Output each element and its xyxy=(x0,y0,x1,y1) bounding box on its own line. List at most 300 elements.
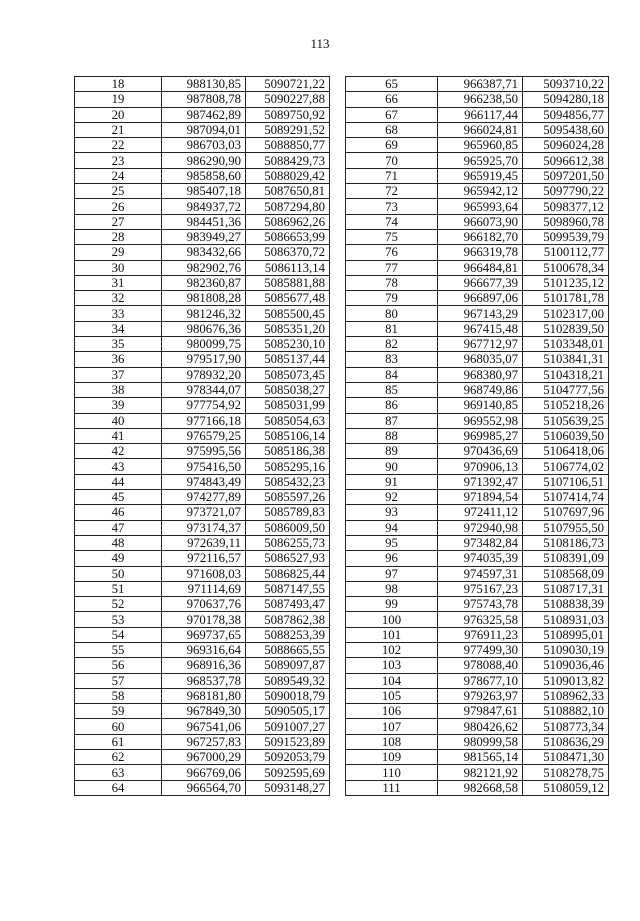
y-coordinate-cell: 5108717,31 xyxy=(523,581,609,596)
y-coordinate-cell: 5101235,12 xyxy=(523,275,609,290)
table-row xyxy=(75,291,330,306)
x-coordinate-cell: 982121,92 xyxy=(438,765,523,780)
x-coordinate-cell: 985407,18 xyxy=(162,184,246,199)
table-row xyxy=(346,168,609,183)
x-coordinate-cell: 966117,44 xyxy=(438,107,523,122)
y-coordinate-cell: 5087294,80 xyxy=(246,199,330,214)
y-coordinate-cell: 5108838,39 xyxy=(523,597,609,612)
table-row xyxy=(346,551,609,566)
x-coordinate-cell: 966238,50 xyxy=(438,92,523,107)
y-coordinate-cell: 5106774,02 xyxy=(523,459,609,474)
point-number-cell: 36 xyxy=(75,352,162,367)
table-row xyxy=(75,765,330,780)
table-row xyxy=(75,673,330,688)
x-coordinate-cell: 967000,29 xyxy=(162,750,246,765)
table-row xyxy=(75,413,330,428)
y-coordinate-cell: 5095438,60 xyxy=(523,122,609,137)
y-coordinate-cell: 5085073,45 xyxy=(246,367,330,382)
x-coordinate-cell: 974843,49 xyxy=(162,474,246,489)
x-coordinate-cell: 975995,56 xyxy=(162,444,246,459)
y-coordinate-cell: 5108773,34 xyxy=(523,719,609,734)
table-row xyxy=(75,444,330,459)
table-row xyxy=(75,612,330,627)
y-coordinate-cell: 5085597,26 xyxy=(246,490,330,505)
point-number-cell: 41 xyxy=(75,428,162,443)
y-coordinate-cell: 5096024,28 xyxy=(523,138,609,153)
x-coordinate-cell: 982902,76 xyxy=(162,260,246,275)
x-coordinate-cell: 968035,07 xyxy=(438,352,523,367)
table-row xyxy=(346,627,609,642)
y-coordinate-cell: 5086370,72 xyxy=(246,245,330,260)
y-coordinate-cell: 5108882,10 xyxy=(523,704,609,719)
y-coordinate-cell: 5088029,42 xyxy=(246,168,330,183)
point-number-cell: 52 xyxy=(75,597,162,612)
point-number-cell: 48 xyxy=(75,535,162,550)
point-number-cell: 63 xyxy=(75,765,162,780)
y-coordinate-cell: 5109013,82 xyxy=(523,673,609,688)
table-row xyxy=(75,122,330,137)
point-number-cell: 39 xyxy=(75,398,162,413)
x-coordinate-cell: 980676,36 xyxy=(162,321,246,336)
table-row xyxy=(346,367,609,382)
point-number-cell: 85 xyxy=(346,382,438,397)
point-number-cell: 46 xyxy=(75,505,162,520)
x-coordinate-cell: 970637,76 xyxy=(162,597,246,612)
table-row xyxy=(75,474,330,489)
point-number-cell: 59 xyxy=(75,704,162,719)
x-coordinate-cell: 972940,98 xyxy=(438,520,523,535)
point-number-cell: 76 xyxy=(346,245,438,260)
point-number-cell: 55 xyxy=(75,642,162,657)
y-coordinate-cell: 5089549,32 xyxy=(246,673,330,688)
x-coordinate-cell: 966387,71 xyxy=(438,77,523,92)
point-number-cell: 27 xyxy=(75,214,162,229)
point-number-cell: 97 xyxy=(346,566,438,581)
table-row xyxy=(75,107,330,122)
x-coordinate-cell: 980099,75 xyxy=(162,337,246,352)
x-coordinate-cell: 968537,78 xyxy=(162,673,246,688)
x-coordinate-cell: 980426,62 xyxy=(438,719,523,734)
x-coordinate-cell: 971392,47 xyxy=(438,474,523,489)
y-coordinate-cell: 5087862,38 xyxy=(246,612,330,627)
y-coordinate-cell: 5089291,52 xyxy=(246,122,330,137)
point-number-cell: 72 xyxy=(346,184,438,199)
x-coordinate-cell: 983432,66 xyxy=(162,245,246,260)
y-coordinate-cell: 5085186,38 xyxy=(246,444,330,459)
point-number-cell: 47 xyxy=(75,520,162,535)
table-row xyxy=(75,321,330,336)
y-coordinate-cell: 5089750,92 xyxy=(246,107,330,122)
point-number-cell: 40 xyxy=(75,413,162,428)
table-row xyxy=(75,520,330,535)
table-row xyxy=(75,199,330,214)
x-coordinate-cell: 981565,14 xyxy=(438,750,523,765)
x-coordinate-cell: 975416,50 xyxy=(162,459,246,474)
table-row xyxy=(346,352,609,367)
table-row xyxy=(75,138,330,153)
y-coordinate-cell: 5090505,17 xyxy=(246,704,330,719)
table-row xyxy=(75,168,330,183)
x-coordinate-cell: 974035,39 xyxy=(438,551,523,566)
y-coordinate-cell: 5085137,44 xyxy=(246,352,330,367)
point-number-cell: 49 xyxy=(75,551,162,566)
table-row xyxy=(346,535,609,550)
point-number-cell: 62 xyxy=(75,750,162,765)
point-number-cell: 66 xyxy=(346,92,438,107)
point-number-cell: 93 xyxy=(346,505,438,520)
y-coordinate-cell: 5097790,22 xyxy=(523,184,609,199)
y-coordinate-cell: 5101781,78 xyxy=(523,291,609,306)
point-number-cell: 23 xyxy=(75,153,162,168)
table-row xyxy=(346,199,609,214)
y-coordinate-cell: 5105639,25 xyxy=(523,413,609,428)
y-coordinate-cell: 5098377,12 xyxy=(523,199,609,214)
point-number-cell: 19 xyxy=(75,92,162,107)
table-row xyxy=(346,459,609,474)
x-coordinate-cell: 979263,97 xyxy=(438,688,523,703)
y-coordinate-cell: 5085054,63 xyxy=(246,413,330,428)
y-coordinate-cell: 5096612,38 xyxy=(523,153,609,168)
x-coordinate-cell: 971608,03 xyxy=(162,566,246,581)
x-coordinate-cell: 981808,28 xyxy=(162,291,246,306)
table-row xyxy=(346,260,609,275)
y-coordinate-cell: 5102839,50 xyxy=(523,321,609,336)
y-coordinate-cell: 5088253,39 xyxy=(246,627,330,642)
table-row xyxy=(346,138,609,153)
point-number-cell: 100 xyxy=(346,612,438,627)
y-coordinate-cell: 5088850,77 xyxy=(246,138,330,153)
table-row xyxy=(346,245,609,260)
y-coordinate-cell: 5094280,18 xyxy=(523,92,609,107)
table-row xyxy=(75,597,330,612)
x-coordinate-cell: 971894,54 xyxy=(438,490,523,505)
y-coordinate-cell: 5092595,69 xyxy=(246,765,330,780)
y-coordinate-cell: 5108995,01 xyxy=(523,627,609,642)
x-coordinate-cell: 977499,30 xyxy=(438,642,523,657)
x-coordinate-cell: 969737,65 xyxy=(162,627,246,642)
table-row xyxy=(75,505,330,520)
point-number-cell: 37 xyxy=(75,367,162,382)
y-coordinate-cell: 5085230,10 xyxy=(246,337,330,352)
x-coordinate-cell: 978677,10 xyxy=(438,673,523,688)
y-coordinate-cell: 5104777,56 xyxy=(523,382,609,397)
point-number-cell: 96 xyxy=(346,551,438,566)
point-number-cell: 74 xyxy=(346,214,438,229)
point-number-cell: 28 xyxy=(75,229,162,244)
point-number-cell: 43 xyxy=(75,459,162,474)
x-coordinate-cell: 967257,83 xyxy=(162,734,246,749)
table-row xyxy=(75,428,330,443)
point-number-cell: 79 xyxy=(346,291,438,306)
table-row xyxy=(346,337,609,352)
x-coordinate-cell: 977754,92 xyxy=(162,398,246,413)
x-coordinate-cell: 970178,38 xyxy=(162,612,246,627)
x-coordinate-cell: 967415,48 xyxy=(438,321,523,336)
point-number-cell: 32 xyxy=(75,291,162,306)
y-coordinate-cell: 5099539,79 xyxy=(523,229,609,244)
table-row xyxy=(346,642,609,657)
point-number-cell: 103 xyxy=(346,658,438,673)
point-number-cell: 26 xyxy=(75,199,162,214)
x-coordinate-cell: 974597,31 xyxy=(438,566,523,581)
point-number-cell: 108 xyxy=(346,734,438,749)
table-row xyxy=(346,428,609,443)
x-coordinate-cell: 966897,06 xyxy=(438,291,523,306)
table-row xyxy=(346,214,609,229)
table-row xyxy=(346,382,609,397)
x-coordinate-cell: 965942,12 xyxy=(438,184,523,199)
point-number-cell: 33 xyxy=(75,306,162,321)
x-coordinate-cell: 967849,30 xyxy=(162,704,246,719)
table-row xyxy=(75,275,330,290)
point-number-cell: 44 xyxy=(75,474,162,489)
point-number-cell: 45 xyxy=(75,490,162,505)
point-number-cell: 110 xyxy=(346,765,438,780)
y-coordinate-cell: 5085351,20 xyxy=(246,321,330,336)
point-number-cell: 83 xyxy=(346,352,438,367)
y-coordinate-cell: 5087493,47 xyxy=(246,597,330,612)
table-row xyxy=(75,704,330,719)
x-coordinate-cell: 982360,87 xyxy=(162,275,246,290)
x-coordinate-cell: 968181,80 xyxy=(162,688,246,703)
y-coordinate-cell: 5085500,45 xyxy=(246,306,330,321)
point-number-cell: 31 xyxy=(75,275,162,290)
x-coordinate-cell: 965919,45 xyxy=(438,168,523,183)
y-coordinate-cell: 5085881,88 xyxy=(246,275,330,290)
table-row xyxy=(75,642,330,657)
table-row xyxy=(75,551,330,566)
table-row xyxy=(346,719,609,734)
point-number-cell: 77 xyxy=(346,260,438,275)
point-number-cell: 82 xyxy=(346,337,438,352)
y-coordinate-cell: 5085038,27 xyxy=(246,382,330,397)
coordinates-table-left xyxy=(74,76,330,796)
x-coordinate-cell: 970436,69 xyxy=(438,444,523,459)
point-number-cell: 111 xyxy=(346,780,438,795)
y-coordinate-cell: 5107955,50 xyxy=(523,520,609,535)
point-number-cell: 60 xyxy=(75,719,162,734)
table-row xyxy=(346,184,609,199)
x-coordinate-cell: 988130,85 xyxy=(162,77,246,92)
x-coordinate-cell: 975167,23 xyxy=(438,581,523,596)
table-row xyxy=(75,245,330,260)
y-coordinate-cell: 5106039,50 xyxy=(523,428,609,443)
x-coordinate-cell: 966769,06 xyxy=(162,765,246,780)
point-number-cell: 73 xyxy=(346,199,438,214)
y-coordinate-cell: 5107106,51 xyxy=(523,474,609,489)
x-coordinate-cell: 978932,20 xyxy=(162,367,246,382)
y-coordinate-cell: 5102317,00 xyxy=(523,306,609,321)
point-number-cell: 67 xyxy=(346,107,438,122)
x-coordinate-cell: 967541,06 xyxy=(162,719,246,734)
page-number: 113 xyxy=(310,36,330,51)
table-row xyxy=(346,474,609,489)
y-coordinate-cell: 5091007,27 xyxy=(246,719,330,734)
y-coordinate-cell: 5103348,01 xyxy=(523,337,609,352)
y-coordinate-cell: 5108391,09 xyxy=(523,551,609,566)
point-number-cell: 25 xyxy=(75,184,162,199)
x-coordinate-cell: 969316,64 xyxy=(162,642,246,657)
point-number-cell: 71 xyxy=(346,168,438,183)
point-number-cell: 29 xyxy=(75,245,162,260)
y-coordinate-cell: 5086009,50 xyxy=(246,520,330,535)
table-row xyxy=(346,413,609,428)
table-row xyxy=(346,92,609,107)
table-row xyxy=(75,658,330,673)
table-row xyxy=(75,780,330,795)
x-coordinate-cell: 966024,81 xyxy=(438,122,523,137)
point-number-cell: 84 xyxy=(346,367,438,382)
table-row xyxy=(75,535,330,550)
y-coordinate-cell: 5086255,73 xyxy=(246,535,330,550)
table-row xyxy=(346,321,609,336)
table-row xyxy=(346,505,609,520)
table-row xyxy=(75,214,330,229)
point-number-cell: 61 xyxy=(75,734,162,749)
y-coordinate-cell: 5085031,99 xyxy=(246,398,330,413)
y-coordinate-cell: 5108059,12 xyxy=(523,780,609,795)
point-number-cell: 105 xyxy=(346,688,438,703)
point-number-cell: 24 xyxy=(75,168,162,183)
point-number-cell: 107 xyxy=(346,719,438,734)
table-row xyxy=(75,688,330,703)
point-number-cell: 106 xyxy=(346,704,438,719)
x-coordinate-cell: 976579,25 xyxy=(162,428,246,443)
point-number-cell: 109 xyxy=(346,750,438,765)
y-coordinate-cell: 5087650,81 xyxy=(246,184,330,199)
y-coordinate-cell: 5091523,89 xyxy=(246,734,330,749)
x-coordinate-cell: 966484,81 xyxy=(438,260,523,275)
x-coordinate-cell: 986290,90 xyxy=(162,153,246,168)
point-number-cell: 101 xyxy=(346,627,438,642)
x-coordinate-cell: 979517,90 xyxy=(162,352,246,367)
point-number-cell: 18 xyxy=(75,77,162,92)
table-row xyxy=(346,734,609,749)
table-row xyxy=(346,704,609,719)
table-row xyxy=(346,688,609,703)
x-coordinate-cell: 965925,70 xyxy=(438,153,523,168)
x-coordinate-cell: 978088,40 xyxy=(438,658,523,673)
point-number-cell: 20 xyxy=(75,107,162,122)
point-number-cell: 54 xyxy=(75,627,162,642)
y-coordinate-cell: 5086527,93 xyxy=(246,551,330,566)
table-row xyxy=(346,673,609,688)
table-row xyxy=(346,444,609,459)
point-number-cell: 57 xyxy=(75,673,162,688)
point-number-cell: 53 xyxy=(75,612,162,627)
y-coordinate-cell: 5086653,99 xyxy=(246,229,330,244)
x-coordinate-cell: 985858,60 xyxy=(162,168,246,183)
point-number-cell: 104 xyxy=(346,673,438,688)
x-coordinate-cell: 976325,58 xyxy=(438,612,523,627)
point-number-cell: 81 xyxy=(346,321,438,336)
table-row xyxy=(346,107,609,122)
table-row xyxy=(346,306,609,321)
point-number-cell: 56 xyxy=(75,658,162,673)
table-row xyxy=(346,153,609,168)
y-coordinate-cell: 5100678,34 xyxy=(523,260,609,275)
y-coordinate-cell: 5107697,96 xyxy=(523,505,609,520)
point-number-cell: 69 xyxy=(346,138,438,153)
coordinates-table-right xyxy=(345,76,609,796)
table-row xyxy=(75,398,330,413)
table-row xyxy=(346,597,609,612)
point-number-cell: 89 xyxy=(346,444,438,459)
point-number-cell: 58 xyxy=(75,688,162,703)
table-row xyxy=(75,750,330,765)
table-row xyxy=(346,490,609,505)
point-number-cell: 86 xyxy=(346,398,438,413)
table-row xyxy=(75,92,330,107)
table-row xyxy=(75,382,330,397)
x-coordinate-cell: 967143,29 xyxy=(438,306,523,321)
y-coordinate-cell: 5108278,75 xyxy=(523,765,609,780)
table-row xyxy=(75,260,330,275)
y-coordinate-cell: 5093148,27 xyxy=(246,780,330,795)
y-coordinate-cell: 5109030,19 xyxy=(523,642,609,657)
y-coordinate-cell: 5086113,14 xyxy=(246,260,330,275)
point-number-cell: 80 xyxy=(346,306,438,321)
point-number-cell: 30 xyxy=(75,260,162,275)
y-coordinate-cell: 5090721,22 xyxy=(246,77,330,92)
y-coordinate-cell: 5087147,55 xyxy=(246,581,330,596)
y-coordinate-cell: 5105218,26 xyxy=(523,398,609,413)
table-row xyxy=(346,77,609,92)
point-number-cell: 64 xyxy=(75,780,162,795)
point-number-cell: 38 xyxy=(75,382,162,397)
x-coordinate-cell: 973174,37 xyxy=(162,520,246,535)
y-coordinate-cell: 5108186,73 xyxy=(523,535,609,550)
x-coordinate-cell: 982668,58 xyxy=(438,780,523,795)
x-coordinate-cell: 970906,13 xyxy=(438,459,523,474)
point-number-cell: 95 xyxy=(346,535,438,550)
point-number-cell: 70 xyxy=(346,153,438,168)
point-number-cell: 75 xyxy=(346,229,438,244)
y-coordinate-cell: 5106418,06 xyxy=(523,444,609,459)
table-row xyxy=(346,581,609,596)
table-row xyxy=(75,459,330,474)
x-coordinate-cell: 969552,98 xyxy=(438,413,523,428)
table-row xyxy=(75,77,330,92)
x-coordinate-cell: 969985,27 xyxy=(438,428,523,443)
x-coordinate-cell: 973482,84 xyxy=(438,535,523,550)
x-coordinate-cell: 976911,23 xyxy=(438,627,523,642)
x-coordinate-cell: 966182,70 xyxy=(438,229,523,244)
table-row xyxy=(75,719,330,734)
x-coordinate-cell: 966677,39 xyxy=(438,275,523,290)
table-row xyxy=(346,398,609,413)
x-coordinate-cell: 983949,27 xyxy=(162,229,246,244)
table-row xyxy=(75,367,330,382)
point-number-cell: 35 xyxy=(75,337,162,352)
y-coordinate-cell: 5097201,50 xyxy=(523,168,609,183)
x-coordinate-cell: 986703,03 xyxy=(162,138,246,153)
point-number-cell: 99 xyxy=(346,597,438,612)
x-coordinate-cell: 987094,01 xyxy=(162,122,246,137)
y-coordinate-cell: 5108568,09 xyxy=(523,566,609,581)
x-coordinate-cell: 966319,78 xyxy=(438,245,523,260)
point-number-cell: 50 xyxy=(75,566,162,581)
y-coordinate-cell: 5085677,48 xyxy=(246,291,330,306)
y-coordinate-cell: 5104318,21 xyxy=(523,367,609,382)
y-coordinate-cell: 5107414,74 xyxy=(523,490,609,505)
point-number-cell: 22 xyxy=(75,138,162,153)
y-coordinate-cell: 5088665,55 xyxy=(246,642,330,657)
y-coordinate-cell: 5089097,87 xyxy=(246,658,330,673)
table-row xyxy=(75,153,330,168)
x-coordinate-cell: 975743,78 xyxy=(438,597,523,612)
y-coordinate-cell: 5108931,03 xyxy=(523,612,609,627)
